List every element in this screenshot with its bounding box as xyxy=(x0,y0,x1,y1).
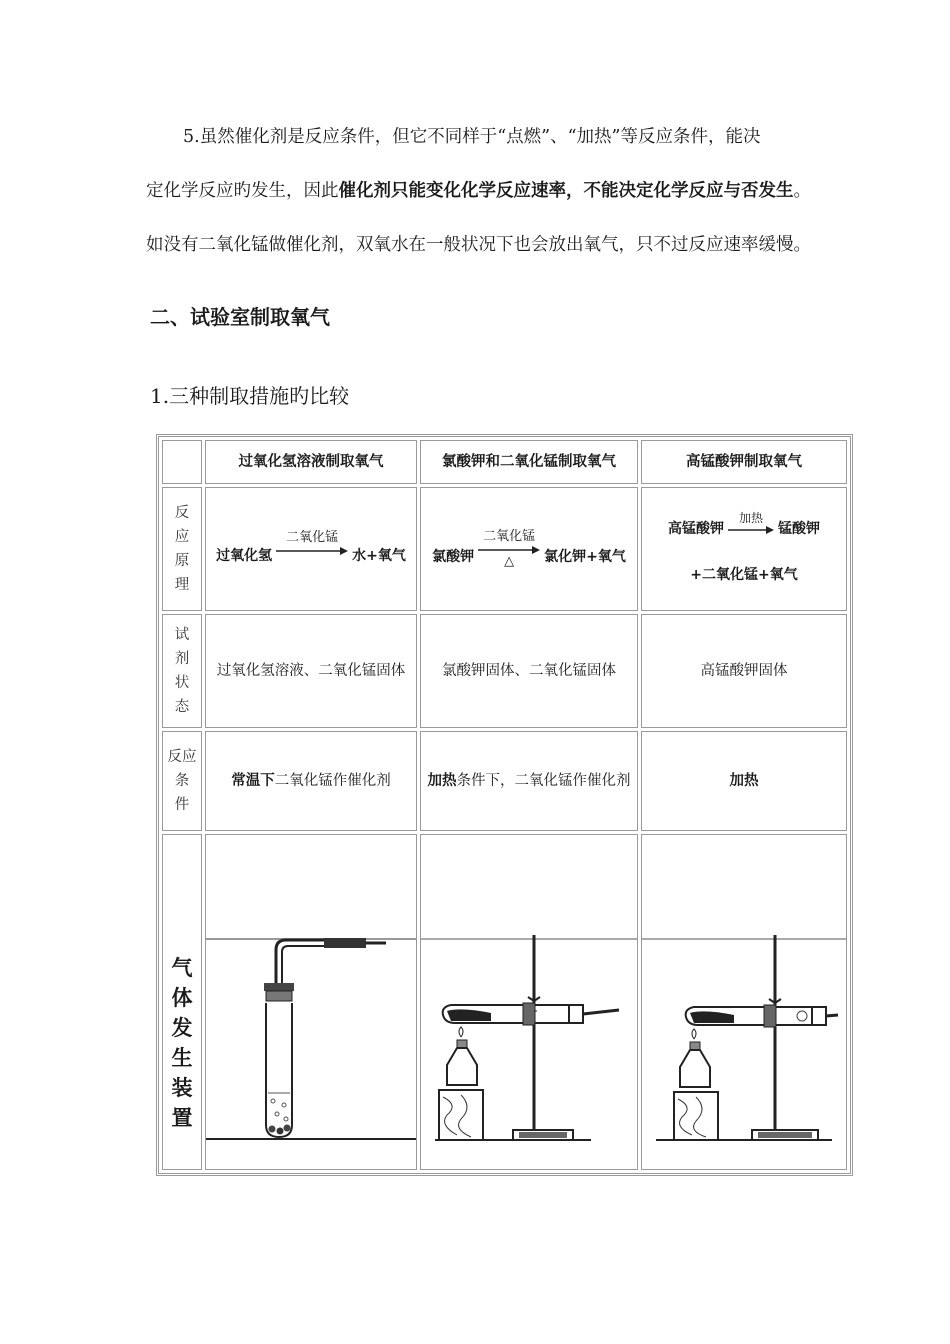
row-label-apparatus: 气 体 发 生 装 置 xyxy=(162,834,202,1170)
kclo3-catalyst: 二氧化锰 xyxy=(483,529,536,544)
table-row-apparatus xyxy=(162,834,847,1170)
kclo3-heat-symbol: △ xyxy=(504,554,515,569)
h2o2-catalyst: 二氧化锰 xyxy=(286,530,339,545)
kmno4-condition: 加热 xyxy=(738,511,763,525)
subsection-title: 1.三种制取措施旳比较 xyxy=(150,384,350,408)
kmno4-reactant: 高锰酸钾 xyxy=(668,521,724,537)
row-label-principle: 反 应 原 理 xyxy=(162,487,202,611)
paragraph-line-3: 如没有二氧化锰做催化剂，双氧水在一般状况下也会放出氧气，只不过反应速率缓慢。 xyxy=(146,235,811,255)
reaction-arrow-icon xyxy=(728,525,774,535)
condition-kmno4: 加热 xyxy=(641,731,847,831)
table-row-state xyxy=(162,614,847,728)
paragraph-line-2-end: 。 xyxy=(793,181,811,201)
condition-h2o2: 常温下二氧化锰作催化剂 xyxy=(205,731,417,831)
kmno4-product1: 锰酸钾 xyxy=(778,521,820,537)
state-h2o2: 过氧化氢溶液、二氧化锰固体 xyxy=(205,614,417,728)
table-header-row xyxy=(162,440,847,484)
row-label-condition: 反应 条 件 xyxy=(162,731,202,831)
principle-kmno4 xyxy=(641,487,847,611)
principle-kclo3 xyxy=(420,487,638,611)
paragraph-line-2-start: 定化学反应旳发生，因此 xyxy=(146,181,339,201)
comparison-table xyxy=(156,434,853,1176)
test-tube-apparatus-icon xyxy=(206,835,416,1161)
header-empty-cell xyxy=(162,440,202,484)
paragraph-line-2 xyxy=(146,177,866,205)
apparatus-kmno4 xyxy=(641,834,847,1170)
kmno4-product2: +二氧化锰+氧气 xyxy=(690,567,798,583)
section-title: 二、试验室制取氧气 xyxy=(150,305,330,329)
header-kmno4: 高锰酸钾制取氧气 xyxy=(641,440,847,484)
principle-h2o2 xyxy=(205,487,417,611)
paragraph-line-2-bold: 催化剂只能变化化学反应速率，不能决定化学反应与否发生 xyxy=(338,181,794,201)
h2o2-products: 水+氧气 xyxy=(352,548,406,564)
state-kmno4: 高锰酸钾固体 xyxy=(641,614,847,728)
apparatus-kclo3 xyxy=(420,834,638,1170)
header-h2o2: 过氧化氢溶液制取氧气 xyxy=(205,440,417,484)
h2o2-reactant: 过氧化氢 xyxy=(216,548,273,564)
row-label-state: 试 剂 状 态 xyxy=(162,614,202,728)
table-row-principle xyxy=(162,487,847,611)
kclo3-products: 氯化钾+氧气 xyxy=(544,549,626,565)
condition-kclo3: 加热条件下，二氧化锰作催化剂 xyxy=(420,731,638,831)
reaction-arrow-icon xyxy=(276,546,348,556)
state-kclo3: 氯酸钾固体、二氧化锰固体 xyxy=(420,614,638,728)
header-kclo3: 氯酸钾和二氧化锰制取氧气 xyxy=(420,440,638,484)
kclo3-reactant: 氯酸钾 xyxy=(432,549,475,565)
paragraph-line-1: 5.虽然催化剂是反应条件，但它不同样于“点燃”、“加热”等反应条件，能决 xyxy=(183,127,761,147)
table-row-condition xyxy=(162,731,847,831)
heating-apparatus-icon xyxy=(642,835,846,1161)
apparatus-h2o2 xyxy=(205,834,417,1170)
heating-apparatus-icon xyxy=(421,835,637,1161)
